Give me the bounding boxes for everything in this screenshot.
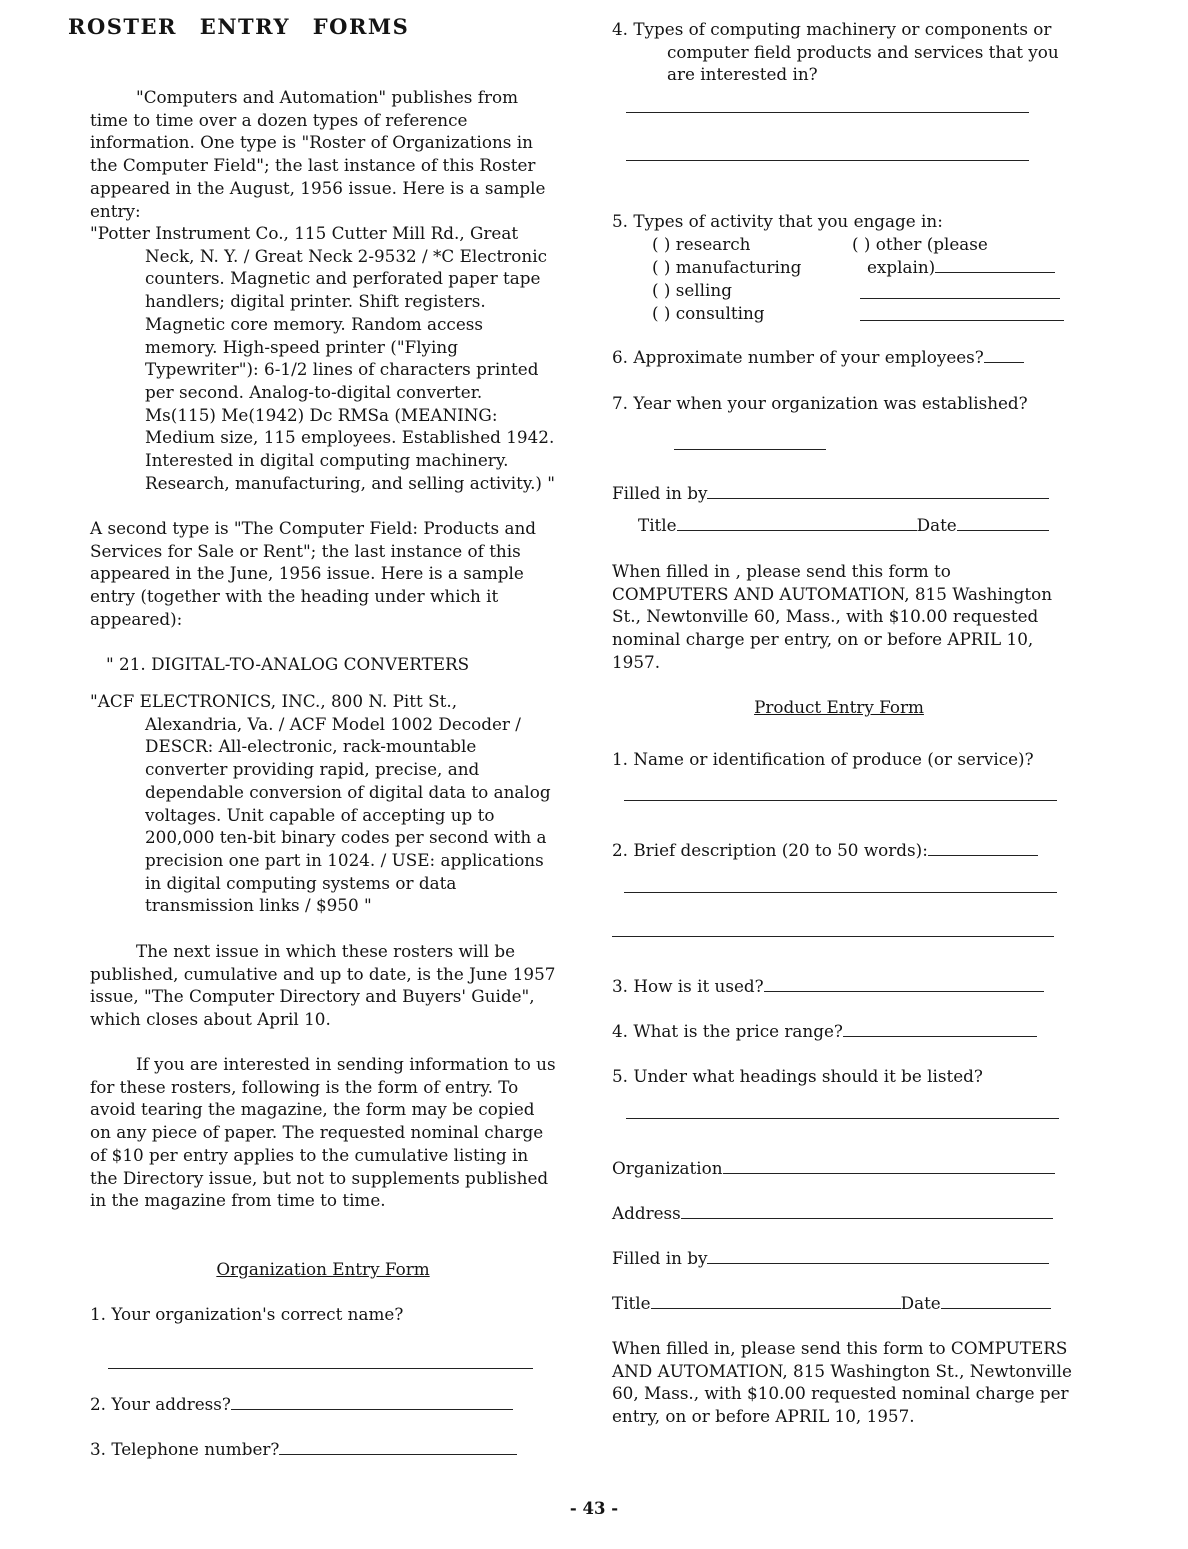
org-question-5: 5. Types of activity that you engage in: [612,211,943,231]
product-use-field[interactable] [764,975,1044,992]
org-date-field[interactable] [957,514,1049,531]
product-name-field[interactable] [624,800,1057,801]
product-question-1: 1. Name or identification of produce (or service)? [612,749,1034,769]
interest-field-line-2[interactable] [626,160,1029,161]
employees-field[interactable] [984,346,1024,363]
other-explain-line-2[interactable] [860,298,1060,299]
org-address-field[interactable] [231,1393,513,1410]
product-date-field[interactable] [941,1292,1051,1309]
org-name-field[interactable] [108,1368,533,1369]
sample-entry-potter: "Potter Instrument Co., 115 Cutter Mill Rd., Great Neck, N. Y. / Great Neck 2-9532 / *C Electronic counters. Magnetic and perforated paper tape handlers; digital printer. Shift registers. Magnetic core memory. Random access memory. High-speed printer ("Flying Typewriter"): 6-1/2 lines of characters printed per second. Analog-to-digital converter. Ms(115) Me(1942) Dc RMSa (MEANING: Medium size, 115 employees. Established 1942. Interested in digital computing machinery. Research, manufacturing, and selling activity.) " [90,223,556,493]
option-selling[interactable]: ( ) selling [652,280,732,300]
product-description-field[interactable] [928,839,1038,856]
org-title-date: Title Date [638,514,1072,537]
product-question-3: 3. How is it used? [612,975,1072,998]
option-other-explain: explain) [867,256,1072,279]
org-question-4: 4. Types of computing machinery or components or computer field products and services that you are interested in? [612,19,1059,85]
org-question-3: 3. Telephone number? [90,1438,556,1461]
page-number: - 43 - [569,1499,619,1518]
product-question-4: 4. What is the price range? [612,1020,1072,1043]
sample-heading-21: " 21. DIGITAL-TO-ANALOG CONVERTERS [106,654,470,674]
product-title-field[interactable] [651,1292,901,1309]
organization-form-heading: Organization Entry Form [216,1259,430,1279]
product-address: Address [612,1202,1072,1225]
description-line-3[interactable] [612,936,1054,937]
product-send-instructions: When filled in, please send this form to COMPUTERS AND AUTOMATION, 815 Washington St., Newtonville 60, Mass., with $10.00 requested nominal charge per entry, on or before APRIL 10, 1957. [612,1338,1072,1427]
other-explain-line-3[interactable] [860,320,1064,321]
product-organization-field[interactable] [723,1157,1055,1174]
next-issue-paragraph: The next issue in which these rosters will be published, cumulative and up to date, is the June 1957 issue, "The Computer Directory and Buyers' Guide", which closes about April 10. [90,941,556,1030]
product-question-5: 5. Under what headings should it be listed? [612,1066,983,1086]
org-question-1: 1. Your organization's correct name? [90,1304,404,1324]
interest-field-line-1[interactable] [626,112,1029,113]
org-filled-in-by: Filled in by [612,482,1072,505]
headings-field[interactable] [626,1118,1059,1119]
other-explain-field[interactable] [935,256,1055,273]
sample-entry-acf: "ACF ELECTRONICS, INC., 800 N. Pitt St., Alexandria, Va. / ACF Model 1002 Decoder / DESCR: All-electronic, rack-mountable converter providing rapid, precise, and dependable conversion of digital data to analog voltages. Unit capable of accepting up to 200,000 ten-bit binary codes per second with a precision one part in 1024. / USE: applications in digital computing systems or data transmission links / $950 " [90,691,551,916]
price-range-field[interactable] [843,1020,1037,1037]
org-question-2: 2. Your address? [90,1393,556,1416]
product-form-heading: Product Entry Form [754,697,924,717]
org-phone-field[interactable] [279,1438,517,1455]
intro-paragraph: "Computers and Automation" publishes from time to time over a dozen types of reference information. One type is "Roster of Organizations in the Computer Field"; the last instance of this Roster appeared in the August, 1956 issue. Here is a sample entry: [90,87,546,221]
second-type-paragraph: A second type is "The Computer Field: Products and Services for Sale or Rent"; the last instance of this appeared in the June, 1956 issue. Here is a sample entry (together with the heading under which it appeared): [90,518,536,629]
option-consulting[interactable]: ( ) consulting [652,303,765,323]
option-manufacturing[interactable]: ( ) manufacturing [652,257,802,277]
product-organization: Organization [612,1157,1072,1180]
interested-paragraph: If you are interested in sending information to us for these rosters, following is the form of entry. To avoid tearing the magazine, the form may be copied on any piece of paper. The requested nominal charge of $10 per entry applies to the cumulative listing in the Directory issue, but not to supplements published in the magazine from time to time. [90,1054,556,1211]
page-title: ROSTER ENTRY FORMS [68,14,410,39]
product-address-field[interactable] [681,1202,1053,1219]
option-research[interactable]: ( ) research [652,234,751,254]
option-other[interactable]: ( ) other (please [852,234,988,254]
org-question-7: 7. Year when your organization was established? [612,393,1028,413]
product-title-date: Title Date [612,1292,1072,1315]
org-question-6: 6. Approximate number of your employees? [612,346,1072,369]
org-title-field[interactable] [677,514,917,531]
product-filled-in-by-field[interactable] [707,1247,1049,1264]
established-year-field[interactable] [674,449,826,450]
description-line-2[interactable] [624,892,1057,893]
product-filled-in-by: Filled in by [612,1247,1072,1270]
org-send-instructions: When filled in , please send this form to COMPUTERS AND AUTOMATION, 815 Washington St., Newtonville 60, Mass., with $10.00 requested nominal charge per entry, on or before APRIL 10, 1957. [612,561,1053,672]
org-filled-in-by-field[interactable] [707,482,1049,499]
product-question-2: 2. Brief description (20 to 50 words): [612,839,1072,862]
